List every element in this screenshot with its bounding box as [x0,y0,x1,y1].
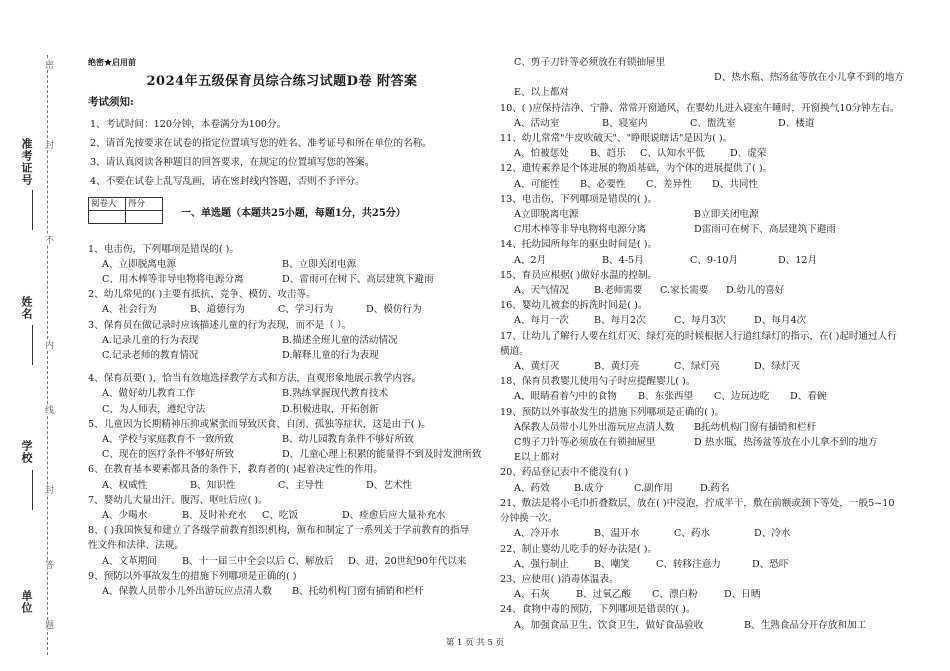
option[interactable]: D、模仿行为 [366,304,422,316]
question-19: 19、预防以外事故发生的措施下列哪项是正确的( )。 [500,406,725,418]
score-row [88,197,476,224]
options [500,389,900,404]
option[interactable]: A.记录儿童的行为表现 [102,334,199,346]
seal-mark: 密 [43,60,53,69]
option[interactable]: B、温开水 [594,528,640,540]
question-1: 1、电击伤，下列哪项是错误的( )。 [88,243,239,255]
option[interactable]: D、进，20世纪90年代以来 [348,555,467,567]
question-14: 14、托幼园所每年的驱虫时间是( )。 [500,239,658,251]
question-13: 13、电击伤，下列哪项是错误的( )。 [500,193,658,205]
option[interactable]: C、学习行为 [278,304,334,316]
option[interactable]: B、知识性 [190,479,236,491]
option[interactable]: C、9-10月 [690,254,739,266]
option[interactable]: D、艺术性 [366,479,413,491]
options [88,554,476,569]
option[interactable]: B、东张西望 [638,391,694,403]
option[interactable]: A保教人员带小儿外出游玩应点清人数 [514,421,675,433]
option[interactable]: B、嘲笑 [594,558,630,570]
option[interactable]: A、社会行为 [102,304,157,316]
notice-item: 1、考试时间：120分钟，本卷满分为100分。 [90,118,287,130]
option[interactable]: D、儿童心理上积累的能量得不到及时发泄所致 [282,449,482,461]
option[interactable]: C.记录老师的教育情况 [102,350,199,362]
option[interactable]: B立即关闭电源 [694,209,759,221]
option[interactable]: B、托幼机构门窗有插销和栏杆 [292,586,424,598]
option[interactable]: D、共同性 [712,178,759,190]
option[interactable]: D、日晒 [724,589,761,601]
seal-mark: 封 [43,140,53,149]
section-heading: 一、单选题（本题共25小题，每题1分，共25分） [181,208,406,220]
seal-mark: 不 [43,235,53,244]
option[interactable]: C.副作用 [634,482,673,494]
options [88,402,476,417]
option[interactable]: C、边玩边吃 [714,391,770,403]
options [500,557,900,572]
question-10: 10、( )应保持洁净、宁静、常常开窗通风，在婴幼儿进入寝室午睡时，开窗换气10分钟左右。 [500,102,900,114]
notice-item: 3、请认真阅读各种题目的回答要求，在规定的位置填写您的答案。 [90,156,375,168]
option[interactable]: A、少喝水 [102,510,148,522]
question-9: 9、预防以外事故发生的措施下列哪项是正确的( ) [88,570,297,582]
option[interactable]: D.积极进取，开拓创新 [282,403,379,415]
option[interactable]: D、冷水 [754,528,791,540]
option[interactable]: B.老师需要 [594,285,643,297]
options [88,508,476,523]
options [88,302,476,317]
option[interactable]: C、每月3次 [674,315,726,327]
option[interactable]: B、幼儿园教育条件不够好所致 [282,434,414,446]
options [500,283,900,298]
option[interactable]: C、药水 [674,528,711,540]
option-continued [500,70,904,85]
binding-margin [0,0,60,671]
question-16: 16、婴幼儿被套的拆洗时间是( )。 [500,300,648,312]
question-12: 12、遗传素养是个体进展的物质基础，为个体的进展提供了( )。 [500,163,773,175]
option[interactable]: B、黄灯亮 [594,361,640,373]
question-24: 24、食物中毒的预防，下列哪项是错误的( )。 [500,604,696,616]
option[interactable]: C.家长需要 [660,285,709,297]
score-table [88,197,163,224]
option[interactable]: D、虚荣 [730,148,767,160]
options [500,116,900,131]
option[interactable]: B、过氧乙酸 [576,589,632,601]
question-4: 4、保育员要( )，恰当有效地选择教学方式和方法，直观形象地展示教学内容。 [88,373,422,385]
options [88,333,476,348]
secret-label: 绝密★启用前 [88,57,136,67]
option[interactable]: E、以上都对 [514,87,569,99]
option[interactable]: A、每月一次 [514,315,569,327]
option[interactable]: D、12月 [778,254,818,266]
options [500,359,900,374]
right-column [500,55,904,633]
options [500,253,900,268]
options [88,257,476,272]
options [500,435,900,450]
question-3: 3、保育员在做记录时应该描述儿童的行为表现，而不是（ ）。 [88,319,352,331]
option[interactable]: A、学校与家庭教育不一致所致 [102,434,234,446]
option[interactable]: D、每月4次 [754,315,807,327]
options [500,222,900,237]
option[interactable]: A、冷开水 [514,528,560,540]
option[interactable]: B、十一届三中全会以后 [182,555,285,567]
options [88,478,476,493]
option[interactable]: A、天气情况 [514,285,569,297]
margin-label-exam-id: 准考证号 [20,138,33,186]
option[interactable]: A、保教人员带小儿外出游玩应点清人数 [102,586,273,598]
option[interactable]: C剪子刀针等必须放在有锁抽屉里 [514,437,656,449]
margin-label-school: 学校 [20,440,33,464]
options [500,618,900,633]
option[interactable]: A、药效 [514,482,550,494]
option[interactable]: A、权威性 [102,479,148,491]
seal-mark: 封 [43,485,53,494]
option[interactable]: A、石灰 [514,589,550,601]
option[interactable]: A、眼睛看着勺中的食物 [514,391,617,403]
seal-mark: 内 [43,340,53,349]
question-11: 11、幼儿常常"牛皮吹破天"、"睁眼说瞎话"是因为( )。 [500,133,733,145]
question-2: 2、幼儿常见的( )主要有抵抗、竞争、模仿、攻击等。 [88,289,316,301]
seal-mark: 答 [43,560,53,569]
notice-item: 2、请首先按要求在试卷的指定位置填写您的姓名、准考证号和所在单位的名称。 [90,137,432,149]
option[interactable]: A、2月 [514,254,547,266]
option[interactable]: B.成分 [574,482,604,494]
option[interactable]: C用木棒等非导电物将电源分离 [514,224,647,236]
option[interactable]: C、认知水平低 [640,148,705,160]
option[interactable]: A、做好幼儿教育工作 [102,388,196,400]
option[interactable]: D.解释儿童的行为表现 [282,350,379,362]
option[interactable]: B、必要性 [580,178,626,190]
margin-label-unit: 单位 [20,590,33,614]
question-23: 23、应使用( )消毒体温表。 [500,573,619,585]
left-column [88,55,482,599]
seal-mark: 题 [43,620,53,629]
score-cell[interactable] [89,210,126,223]
options [500,526,900,541]
option[interactable]: C、解放后 [288,555,334,567]
option[interactable]: D、楼道 [778,117,815,129]
score-table-grader: 阅卷人 [89,197,126,210]
option[interactable]: C、绿灯亮 [674,361,720,373]
option[interactable]: D.幼儿的喜好 [726,285,785,297]
score-cell[interactable] [126,210,163,223]
option[interactable]: D、绿灯灭 [754,361,801,373]
question-20: 20、药品登记表中不能没有( ) [500,467,629,479]
option[interactable]: B、4-5月 [602,254,644,266]
option[interactable]: E以上都对 [514,452,560,464]
question-15: 15、育员应根据( )做好水温的控制。 [500,269,658,281]
name-underline [32,325,33,365]
options [500,481,900,496]
option[interactable]: C、盥洗室 [690,117,736,129]
options [500,587,900,602]
option[interactable]: D.药名 [700,482,730,494]
margin-label-name: 姓名 [20,296,33,320]
option[interactable]: A、强行制止 [514,558,569,570]
option[interactable]: D、雷雨可在树下、高层建筑下避雨 [282,274,434,286]
option[interactable]: D 热水瓶、热汤盆等放在小儿拿不到的地方 [694,437,878,449]
question-5: 5、儿童因为长期精神压抑或紧张而导致厌食、自闭、孤独等症状，这是由于( )。 [88,418,431,430]
score-table-score: 得分 [126,197,163,210]
notice-item: 4、不要在试卷上乱写乱画，请在密封线内答题，否则不予评分。 [90,175,365,187]
options [88,272,476,287]
option[interactable]: B、趋乐 [590,148,626,160]
option[interactable]: B、道德行为 [190,304,246,316]
option[interactable]: B托幼机构门窗有插销和栏杆 [694,421,817,433]
option[interactable]: D雷雨可在树下、高层建筑下避雨 [694,224,837,236]
option[interactable]: D、痊愈后应大量补充水 [342,510,446,522]
options [88,386,476,401]
question-22: 22、制止婴幼儿吃手的好办法是( )。 [500,543,658,555]
option[interactable]: B、生熟食品分开存放和加工 [744,619,867,631]
options [88,584,476,599]
option[interactable]: B、寝室内 [602,117,648,129]
option[interactable]: A、文革期间 [102,555,157,567]
exam-notice [88,95,476,190]
question-6: 6、在教育基本要素都具备的条件下，教育者的( )起着决定性的作用。 [88,464,383,476]
option[interactable]: B、每月2次 [594,315,646,327]
option[interactable]: C、转移注意力 [656,558,721,570]
option[interactable]: B.描述全班儿童的活动情况 [282,334,398,346]
option[interactable]: C、漂白粉 [652,589,698,601]
question-18: 18、保育员教婴儿使用勺子时应提醒婴儿( )。 [500,376,696,388]
option[interactable]: B、立即关闭电源 [282,258,357,270]
option[interactable]: A、黄灯灭 [514,361,560,373]
question-8: 8、( )我国恢复和建立了各级学前教育组织机构，颁布和制定了一系列关于学前教育的指导性文件和法律、法规。 [88,525,470,552]
options [88,447,482,462]
options [88,348,476,363]
option[interactable]: C、差异性 [646,178,692,190]
page-title: 2024年五级保育员综合练习试题D卷 附答案 [146,74,418,90]
option[interactable]: C、为人师表，遵纪守法 [102,403,206,415]
options [500,420,900,435]
option[interactable]: D、热水瓶、热汤盆等放在小儿拿不到的地方 [714,72,904,84]
question-21: 21、敷法是将小毛巾折叠数层，放在( )中浸泡，拧成半干，敷在前额或颈下等处，一般5~10分钟换一次。 [500,497,895,525]
option[interactable]: C、剪子刀针等必须放在有锁抽屉里 [514,57,666,68]
option[interactable]: C、用木棒等非导电物将电源分离 [102,274,244,286]
option[interactable]: A、活动室 [514,117,560,129]
seal-mark: 线 [43,405,53,414]
options [500,207,900,222]
option[interactable]: C、吃饭 [262,510,299,522]
options [500,146,900,161]
options [88,432,476,447]
option[interactable]: C、主导性 [278,479,324,491]
option[interactable]: A立即脱离电源 [514,209,579,221]
option[interactable]: B、及时补充水 [182,510,247,522]
option[interactable]: B.熟练掌握现代教育技术 [282,388,389,400]
option[interactable]: A、加强食品卫生、饮食卫生，做好食品验收 [514,619,704,631]
option[interactable]: D、恐吓 [752,558,789,570]
options [500,313,900,328]
option[interactable]: A、立即脱离电源 [102,258,177,270]
option[interactable]: A、可能性 [514,178,560,190]
school-underline [32,470,33,510]
page-number: 第 1 页 共 5 页 [445,638,505,648]
option[interactable]: A、怕被惩处 [514,148,569,160]
question-7: 7、婴幼儿大量出汗、腹泻、呕吐后应( )。 [88,494,268,506]
options [500,177,900,192]
notice-heading: 考试须知: [88,96,134,109]
option[interactable]: C、现在的医疗条件不够好所致 [102,449,235,461]
question-17: 17、让幼儿了解行人要在红灯灭、绿灯亮的时候根据人行道红绿灯的指示，在( )起时通过人行横道。 [500,330,897,357]
exam-id-underline [32,190,33,230]
option[interactable]: D、看碗 [790,391,827,403]
options [500,55,900,70]
